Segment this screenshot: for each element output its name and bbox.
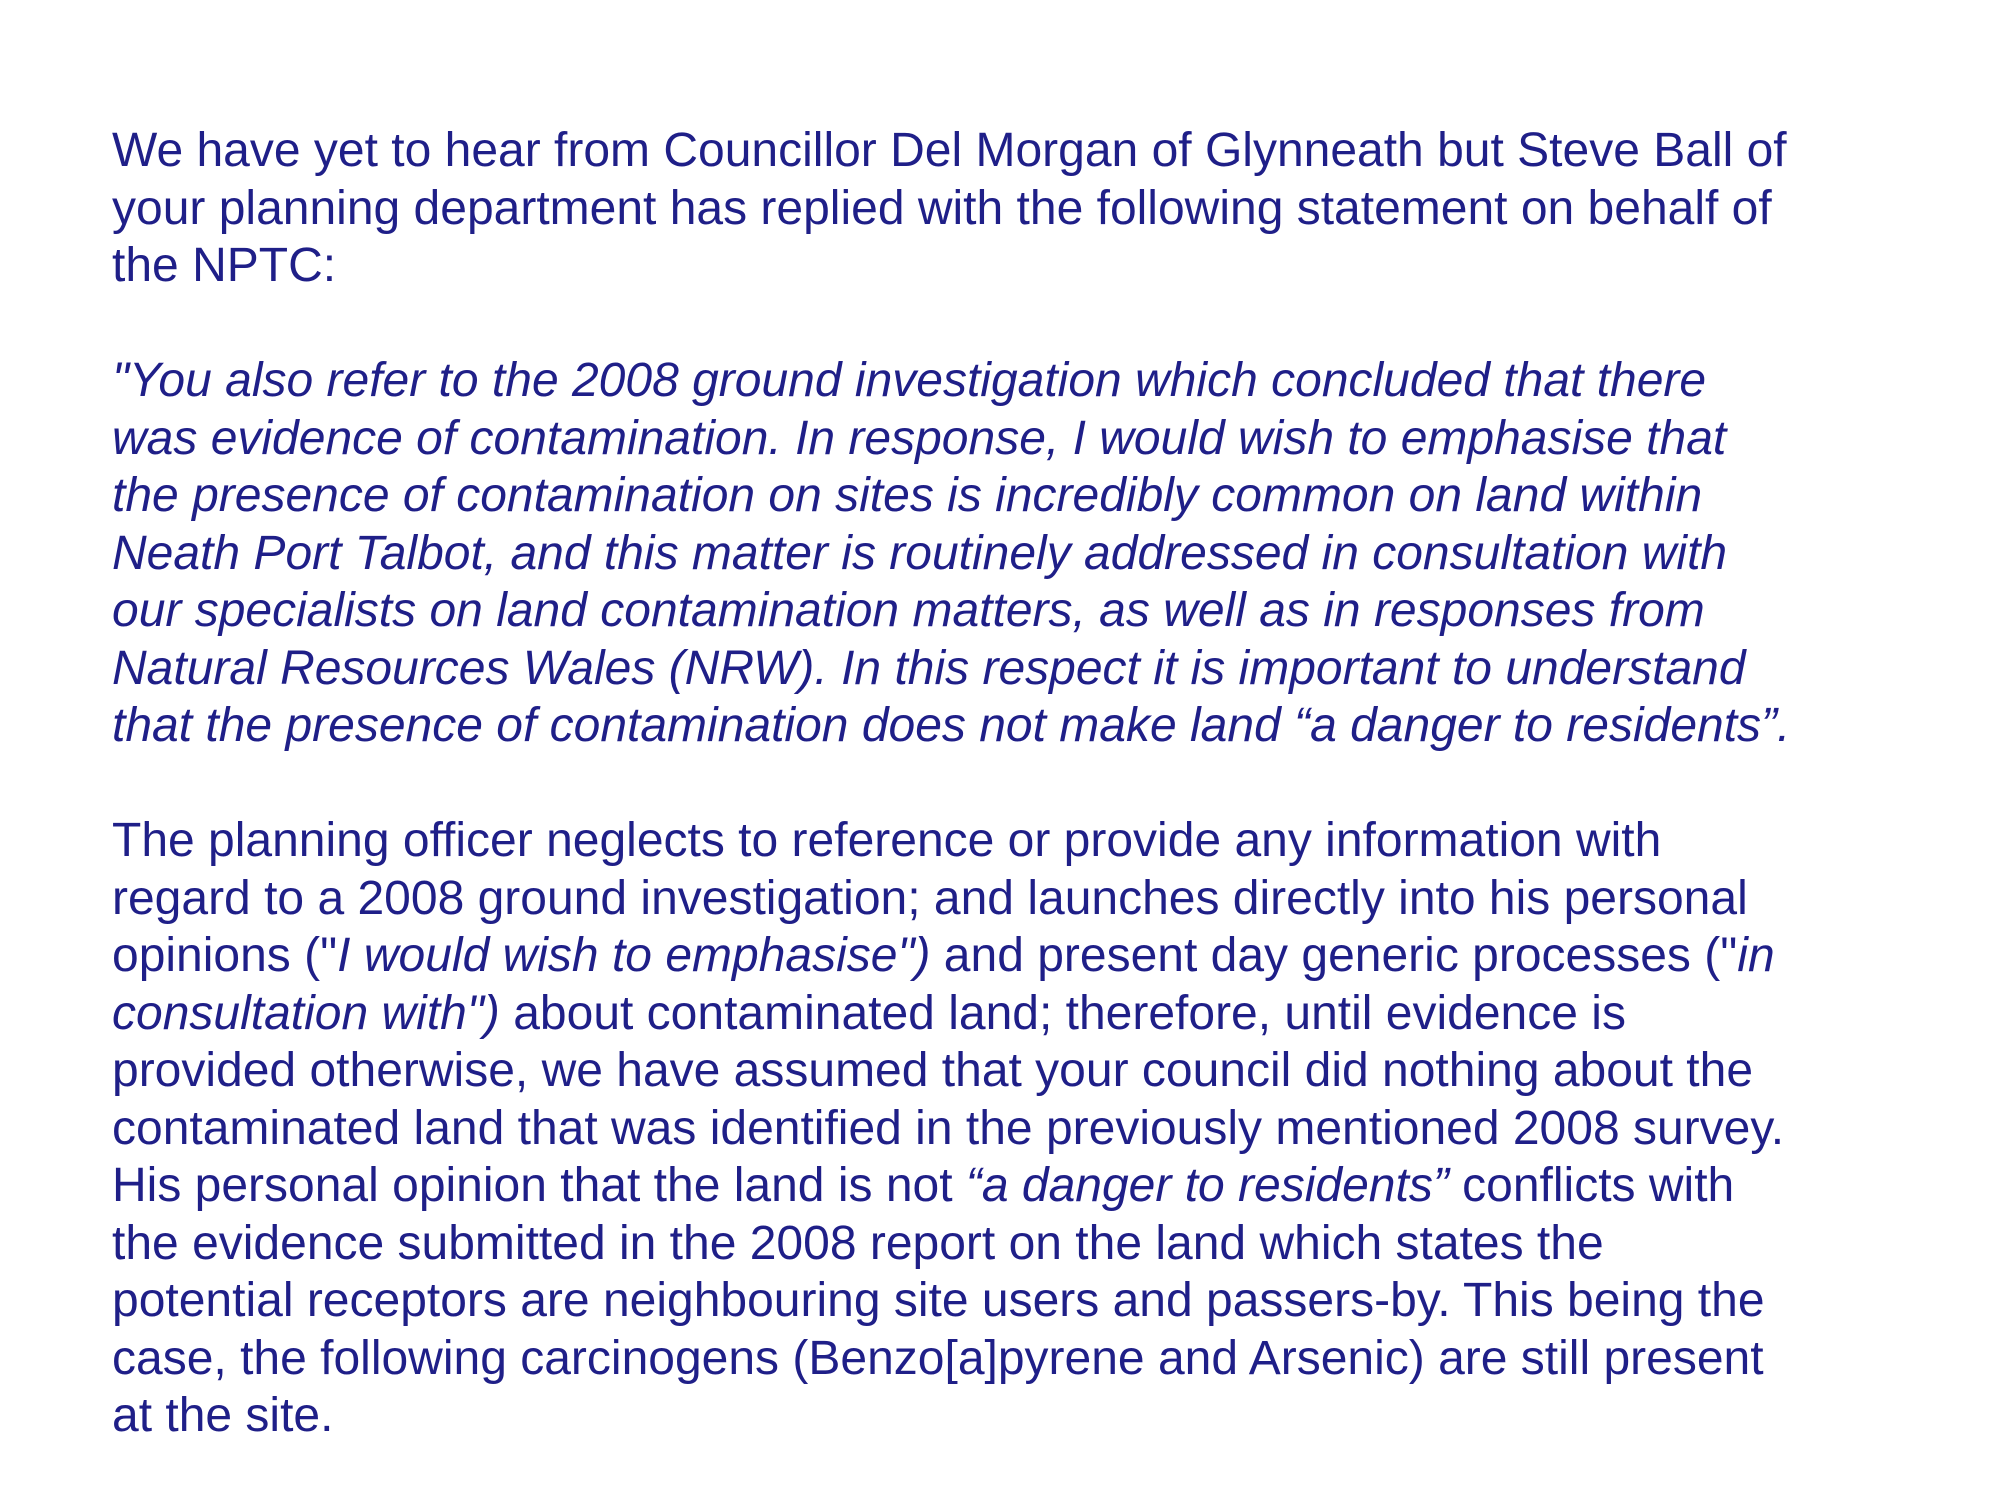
quote-line: the presence of contamination on sites is incredibly common on land within — [112, 469, 1703, 522]
response-line: provided otherwise, we have assumed that your council did nothing about the — [112, 1044, 1754, 1097]
intro-paragraph — [112, 122, 1972, 295]
intro-line: your planning department has replied with the following statement on behalf of — [112, 181, 1772, 235]
response-line: contaminated land that was identified in the previously mentioned 2008 survey. — [112, 1101, 1785, 1155]
quote-line: was evidence of contamination. In response, I would wish to emphasise that — [112, 411, 1727, 465]
response-line — [112, 1157, 1972, 1215]
response-line: case, the following carcinogens (Benzo[a]pyrene and Arsenic) are still present — [112, 1331, 1764, 1385]
document-page — [112, 122, 1972, 1502]
response-line: potential receptors are neighbouring site users and passers-by. This being the — [112, 1274, 1765, 1327]
intro-line: We have yet to hear from Councillor Del Morgan of Glynneath but Steve Ball of — [112, 124, 1787, 177]
response-text: conflicts with — [1448, 1159, 1735, 1212]
quote-line: "You also refer to the 2008 ground investigation which concluded that there — [112, 354, 1707, 407]
response-line: at the site. — [112, 1389, 334, 1442]
quote-line: that the presence of contamination does not make land “a danger to residents”. — [112, 699, 1791, 752]
quoted-statement — [112, 352, 1972, 755]
quote-line: Natural Resources Wales (NRW). In this respect it is important to understand — [112, 641, 1746, 695]
response-italic-text: consultation with") — [112, 986, 500, 1040]
response-italic-text: I would wish to emphasise") — [337, 929, 931, 982]
response-line: The planning officer neglects to reference or provide any information with — [112, 814, 1662, 867]
response-line: regard to a 2008 ground investigation; and launches directly into his personal — [112, 871, 1748, 925]
response-italic-text: in — [1737, 929, 1775, 982]
intro-line: the NPTC: — [112, 239, 337, 292]
quote-line: our specialists on land contamination matters, as well as in responses from — [112, 584, 1705, 637]
response-line: the evidence submitted in the 2008 report on the land which states the — [112, 1216, 1604, 1270]
response-text: His personal opinion that the land is not — [112, 1159, 966, 1212]
response-italic-text: “a danger to residents” — [965, 1159, 1449, 1212]
response-paragraph — [112, 812, 1972, 1445]
quote-line: Neath Port Talbot, and this matter is routinely addressed in consultation with — [112, 526, 1728, 580]
response-text: about contaminated land; therefore, until evidence is — [499, 986, 1626, 1040]
response-line — [112, 985, 1972, 1043]
response-text: opinions (" — [112, 929, 338, 982]
response-line — [112, 927, 1972, 985]
response-text: and present day generic processes (" — [930, 929, 1738, 982]
